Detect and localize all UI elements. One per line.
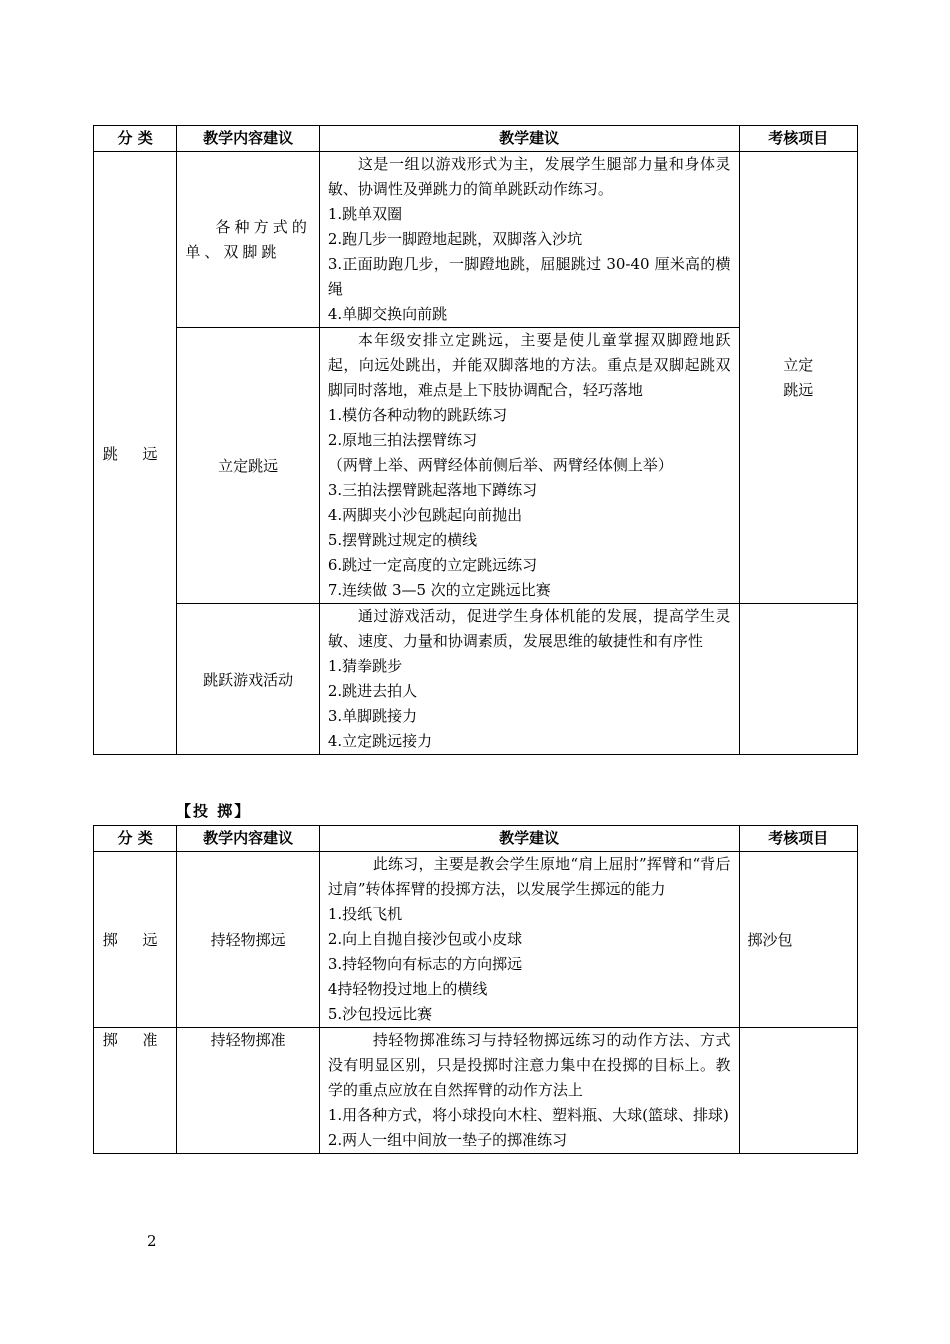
list-item: 4.两脚夹小沙包跳起向前抛出 (327, 506, 523, 524)
list-item: 1.猜拳跳步 (327, 657, 403, 675)
suggestion-intro: 这是一组以游戏形式为主，发展学生腿部力量和身体灵敏、协调性及弹跳力的简单跳跃动作练习。 (327, 155, 731, 198)
content-cell: 持轻物掷远 (177, 852, 320, 1028)
list-item: 4.单脚交换向前跳 (327, 305, 448, 323)
list-item: 3.单脚跳接力 (327, 707, 418, 725)
assessment-cell (739, 1028, 858, 1154)
list-item: 7.连续做 3—5 次的立定跳远比赛 (327, 581, 551, 599)
header-assessment: 考核项目 (739, 126, 858, 152)
suggestion-intro: 通过游戏活动，促进学生身体机能的发展，提高学生灵敏、速度、力量和协调素质，发展思维的敏捷性和有序性 (327, 607, 731, 650)
suggestion-cell (319, 852, 739, 1028)
content-cell: 各种方式的单、双脚跳 (177, 152, 320, 328)
table-row (94, 604, 858, 755)
list-item: 5.摆臂跳过规定的横线 (327, 531, 478, 549)
list-item: 2.跑几步一脚蹬地起跳，双脚落入沙坑 (327, 230, 583, 248)
list-item: 2.跳进去拍人 (327, 682, 418, 700)
list-item: 2.向上自抛自接沙包或小皮球 (327, 930, 523, 948)
suggestion-cell (319, 1028, 739, 1154)
list-item: 3.正面助跑几步，一脚蹬地跳，屈腿跳过 30-40 厘米高的横绳 (327, 255, 731, 298)
suggestion-cell (319, 604, 739, 755)
list-item: 4.立定跳远接力 (327, 732, 433, 750)
suggestion-intro: 此练习，主要是教会学生原地“肩上屈肘”挥臂和“背后过肩”转体挥臂的投掷方法，以发展学生掷远的能力 (327, 855, 731, 898)
header-content: 教学内容建议 (177, 126, 320, 152)
suggestion-cell (319, 328, 739, 604)
jump-table (93, 125, 858, 755)
list-item: 3.三拍法摆臂跳起落地下蹲练习 (327, 481, 538, 499)
list-item: 6.跳过一定高度的立定跳远练习 (327, 556, 538, 574)
assessment-cell-empty (739, 604, 858, 755)
list-item: 2.两人一组中间放一垫子的掷准练习 (327, 1131, 568, 1149)
page-number: 2 (147, 1232, 157, 1250)
assessment-cell (739, 152, 858, 604)
header-category: 分 类 (94, 826, 177, 852)
suggestion-intro: 持轻物掷准练习与持轻物掷远练习的动作方法、方式没有明显区别，只是投掷时注意力集中在投掷的目标上。教学的重点应放在自然挥臂的动作方法上 (327, 1031, 731, 1099)
table-row (94, 152, 858, 328)
list-item: （两臂上举、两臂经体前侧后举、两臂经体侧上举） (327, 456, 673, 474)
list-item: 3.持轻物向有标志的方向掷远 (327, 955, 523, 973)
category-cell: 跳 远 (94, 152, 177, 755)
assessment-line: 跳远 (783, 380, 814, 399)
header-suggestion: 教学建议 (319, 826, 739, 852)
header-suggestion: 教学建议 (319, 126, 739, 152)
category-cell: 掷 准 (94, 1028, 177, 1154)
table-header-row (94, 826, 858, 852)
suggestion-cell (319, 152, 739, 328)
content-cell: 立定跳远 (177, 328, 320, 604)
header-content: 教学内容建议 (177, 826, 320, 852)
throw-table (93, 825, 858, 1154)
category-cell: 掷 远 (94, 852, 177, 1028)
section-title-throw: 【投 掷】 (176, 802, 252, 820)
table-header-row (94, 126, 858, 152)
list-item: 4持轻物投过地上的横线 (327, 980, 488, 998)
header-category: 分 类 (94, 126, 177, 152)
content-cell: 持轻物掷准 (177, 1028, 320, 1154)
assessment-cell: 掷沙包 (739, 852, 858, 1028)
table-row (94, 1028, 858, 1154)
list-item: 1.用各种方式，将小球投向木柱、塑料瓶、大球(篮球、排球) (327, 1106, 729, 1124)
list-item: 2.原地三拍法摆臂练习 (327, 431, 478, 449)
assessment-line: 立定 (783, 355, 814, 374)
list-item: 1.模仿各种动物的跳跃练习 (327, 406, 508, 424)
list-item: 1.跳单双圈 (327, 205, 403, 223)
header-assessment: 考核项目 (739, 826, 858, 852)
list-item: 5.沙包投远比赛 (327, 1005, 433, 1023)
content-cell: 跳跃游戏活动 (177, 604, 320, 755)
table-row (94, 852, 858, 1028)
suggestion-intro: 本年级安排立定跳远，主要是使儿童掌握双脚蹬地跃起，向远处跳出，并能双脚落地的方法。重点是双脚起跳双脚同时落地，难点是上下肢协调配合，轻巧落地 (327, 331, 731, 399)
list-item: 1.投纸飞机 (327, 905, 403, 923)
